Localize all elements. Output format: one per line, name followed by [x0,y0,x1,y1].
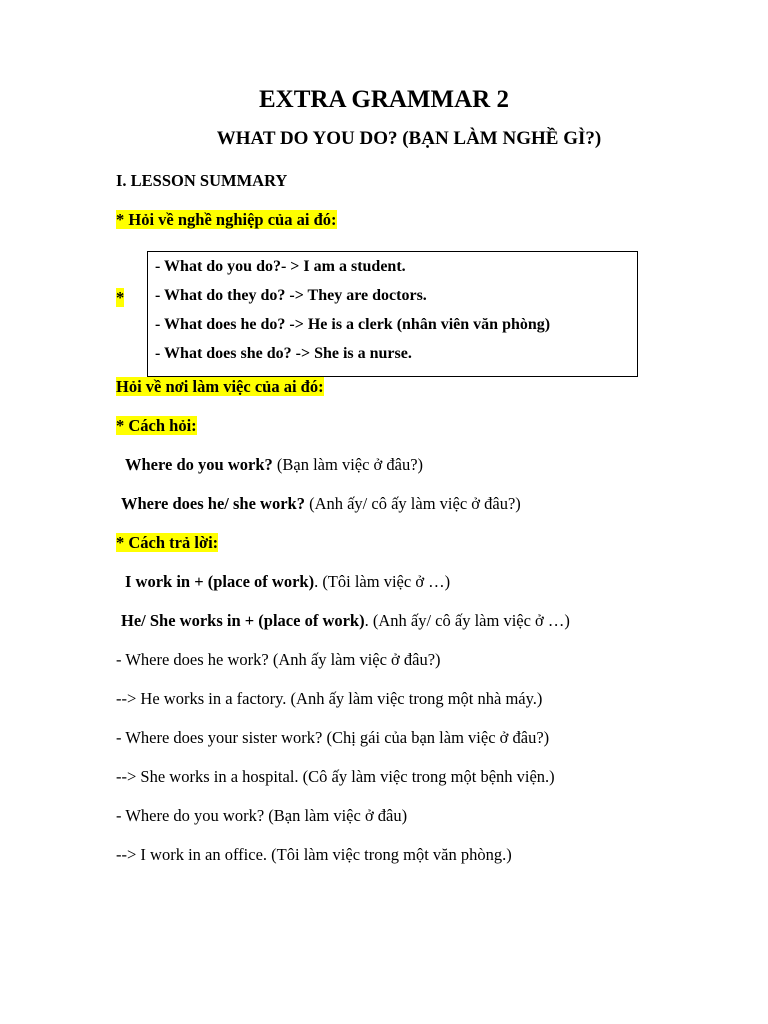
answer-2-translation: . (Anh ấy/ cô ấy làm việc ở …) [364,611,570,630]
ask-workplace-heading [116,377,324,397]
answer-2-bold: He/ She works in + (place of work) [121,611,365,630]
question-1 [125,455,423,475]
question-2-bold: Where does he/ she work? [121,494,305,513]
ask-job-heading-text: * Hỏi về nghề nghiệp của ai đó: [116,210,337,229]
example-line: --> He works in a factory. (Anh ấy làm việc trong một nhà máy.) [116,689,543,708]
box-line: - What does she do? -> She is a nurse. [155,345,412,362]
example-line: - Where do you work? (Bạn làm việc ở đâu) [116,806,408,825]
box-line: - What does he do? -> He is a clerk (nhân viên văn phòng) [155,316,551,333]
answer-1-translation: . (Tôi làm việc ở …) [314,572,451,591]
how-to-answer-heading [116,533,218,553]
example-line: - Where does he work? (Anh ấy làm việc ở đâu?) [116,650,441,669]
how-to-ask-heading-text: * Cách hỏi: [116,416,197,435]
answer-2 [121,611,570,631]
box-line: - What do they do? -> They are doctors. [155,287,427,304]
section-heading: I. LESSON SUMMARY [116,171,288,190]
question-2 [121,494,521,514]
how-to-ask-heading [116,416,197,436]
how-to-answer-heading-text: * Cách trả lời: [116,533,219,552]
question-2-translation: (Anh ấy/ cô ấy làm việc ở đâu?) [304,494,521,513]
example-line: - Where does your sister work? (Chị gái của bạn làm việc ở đâu?) [116,728,550,747]
examples-box [147,251,638,377]
page-subtitle: WHAT DO YOU DO? (BẠN LÀM NGHỀ GÌ?) [216,128,602,149]
question-1-bold: Where do you work? [125,455,273,474]
box-marker-text: * [116,288,125,307]
box-marker [116,288,124,308]
ask-job-heading [116,210,337,230]
box-line: - What do you do?- > I am a student. [155,258,406,275]
page-title: EXTRA GRAMMAR 2 [259,86,509,113]
question-1-translation: (Bạn làm việc ở đâu?) [272,455,424,474]
ask-workplace-heading-text: Hỏi về nơi làm việc của ai đó: [116,377,324,396]
example-line: --> She works in a hospital. (Cô ấy làm việc trong một bệnh viện.) [116,767,555,786]
answer-1-bold: I work in + (place of work) [125,572,315,591]
answer-1 [125,572,450,592]
example-line: --> I work in an office. (Tôi làm việc trong một văn phòng.) [116,845,512,864]
